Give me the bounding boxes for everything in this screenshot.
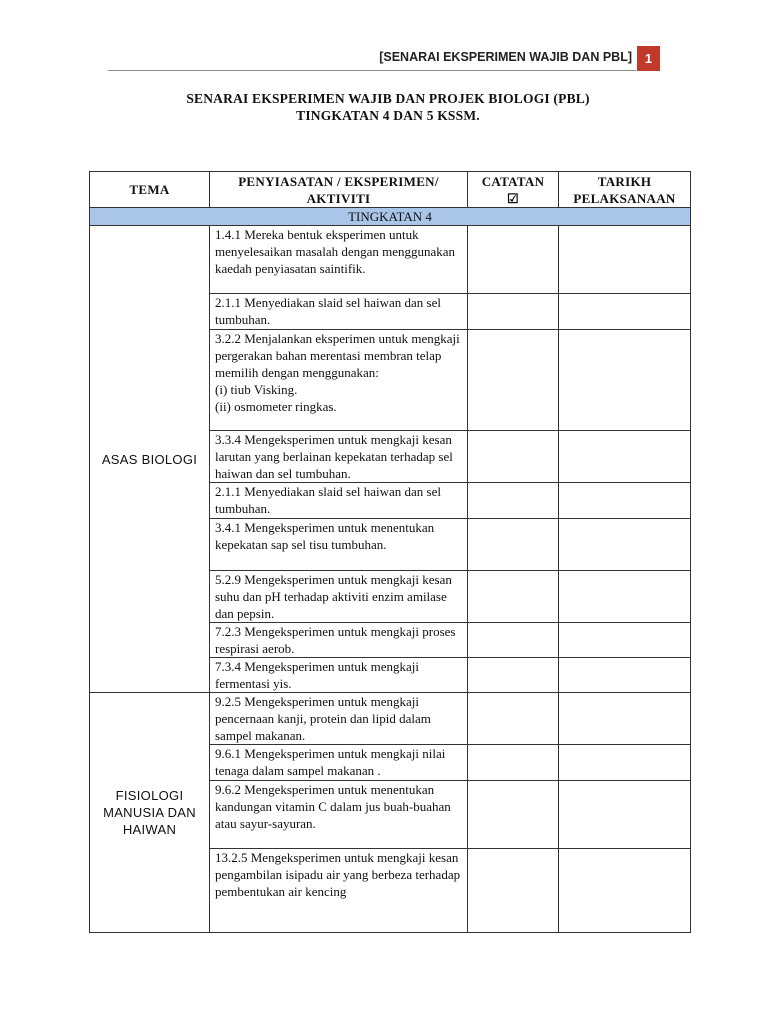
activity-cell: 9.2.5 Mengeksperimen untuk mengkaji pencernaan kanji, protein dan lipid dalam sampel makanan. xyxy=(210,693,468,745)
level-band-row xyxy=(90,208,691,226)
table-row xyxy=(90,226,691,294)
activity-cell: 2.1.1 Menyediakan slaid sel haiwan dan sel tumbuhan. xyxy=(210,294,468,330)
tarikh-cell[interactable] xyxy=(559,781,691,849)
catatan-cell[interactable] xyxy=(468,571,559,623)
activity-cell: 5.2.9 Mengeksperimen untuk mengkaji kesan suhu dan pH terhadap aktiviti enzim amilase dan pepsin. xyxy=(210,571,468,623)
catatan-cell[interactable] xyxy=(468,226,559,294)
tarikh-cell[interactable] xyxy=(559,571,691,623)
tarikh-cell[interactable] xyxy=(559,658,691,693)
tarikh-cell[interactable] xyxy=(559,623,691,658)
tarikh-cell[interactable] xyxy=(559,483,691,519)
catatan-cell[interactable] xyxy=(468,781,559,849)
catatan-cell[interactable] xyxy=(468,745,559,781)
header-divider xyxy=(108,70,636,71)
level-band-label: TINGKATAN 4 xyxy=(90,208,691,226)
tarikh-cell[interactable] xyxy=(559,849,691,933)
tema-cell xyxy=(90,693,210,933)
header-tarikh: TARIKH PELAKSANAAN xyxy=(559,172,691,208)
tema-label: ASAS BIOLOGI xyxy=(101,451,198,467)
catatan-cell[interactable] xyxy=(468,330,559,431)
catatan-cell[interactable] xyxy=(468,431,559,483)
catatan-cell[interactable] xyxy=(468,483,559,519)
header-aktiviti: PENYIASATAN / EKSPERIMEN/ AKTIVITI xyxy=(210,172,468,208)
activity-cell: 2.1.1 Menyediakan slaid sel haiwan dan sel tumbuhan. xyxy=(210,483,468,519)
tarikh-cell[interactable] xyxy=(559,745,691,781)
catatan-cell[interactable] xyxy=(468,658,559,693)
activity-cell: 7.3.4 Mengeksperimen untuk mengkaji fermentasi yis. xyxy=(210,658,468,693)
page-number-badge: 1 xyxy=(637,46,660,71)
activity-cell: 9.6.1 Mengeksperimen untuk mengkaji nilai tenaga dalam sampel makanan . xyxy=(210,745,468,781)
activity-cell: 13.2.5 Mengeksperimen untuk mengkaji kesan pengambilan isipadu air yang berbeza terhadap pembentukan air kencing xyxy=(210,849,468,933)
catatan-cell[interactable] xyxy=(468,623,559,658)
running-header-title: [SENARAI EKSPERIMEN WAJIB DAN PBL] xyxy=(379,50,632,64)
catatan-cell[interactable] xyxy=(468,849,559,933)
catatan-cell[interactable] xyxy=(468,294,559,330)
tarikh-cell[interactable] xyxy=(559,519,691,571)
table-row xyxy=(90,693,691,745)
table-header-row xyxy=(90,172,691,208)
header-tema: TEMA xyxy=(90,172,210,208)
experiment-table xyxy=(89,171,691,933)
activity-cell: 9.6.2 Mengeksperimen untuk menentukan kandungan vitamin C dalam jus buah-buahan atau sayur-sayuran. xyxy=(210,781,468,849)
tarikh-cell[interactable] xyxy=(559,330,691,431)
title-line-1: SENARAI EKSPERIMEN WAJIB DAN PROJEK BIOLOGI (PBL) xyxy=(186,91,590,106)
tarikh-cell[interactable] xyxy=(559,226,691,294)
header-catatan-label: CATATAN xyxy=(481,173,545,189)
title-line-2: TINGKATAN 4 DAN 5 KSSM. xyxy=(296,108,480,123)
activity-cell: 3.4.1 Mengeksperimen untuk menentukan kepekatan sap sel tisu tumbuhan. xyxy=(210,519,468,571)
header-catatan xyxy=(468,172,559,208)
tarikh-cell[interactable] xyxy=(559,431,691,483)
document-title xyxy=(88,90,688,124)
tarikh-cell[interactable] xyxy=(559,294,691,330)
activity-cell: 1.4.1 Mereka bentuk eksperimen untuk menyelesaikan masalah dengan menggunakan kaedah penyiasatan saintifik. xyxy=(210,226,468,294)
tema-label: FISIOLOGI MANUSIA DAN HAIWAN xyxy=(103,788,196,837)
activity-cell: 3.3.4 Mengeksperimen untuk mengkaji kesan larutan yang berlainan kepekatan terhadap sel haiwan dan sel tumbuhan. xyxy=(210,431,468,483)
activity-cell: 3.2.2 Menjalankan eksperimen untuk mengkaji pergerakan bahan merentasi membran telap memilih dengan menggunakan: (i) tiub Visking. (ii) osmometer ringkas. xyxy=(210,330,468,431)
activity-cell: 7.2.3 Mengeksperimen untuk mengkaji proses respirasi aerob. xyxy=(210,623,468,658)
catatan-cell[interactable] xyxy=(468,519,559,571)
checkbox-icon: ☑ xyxy=(507,190,519,206)
tema-cell xyxy=(90,226,210,693)
tarikh-cell[interactable] xyxy=(559,693,691,745)
catatan-cell[interactable] xyxy=(468,693,559,745)
